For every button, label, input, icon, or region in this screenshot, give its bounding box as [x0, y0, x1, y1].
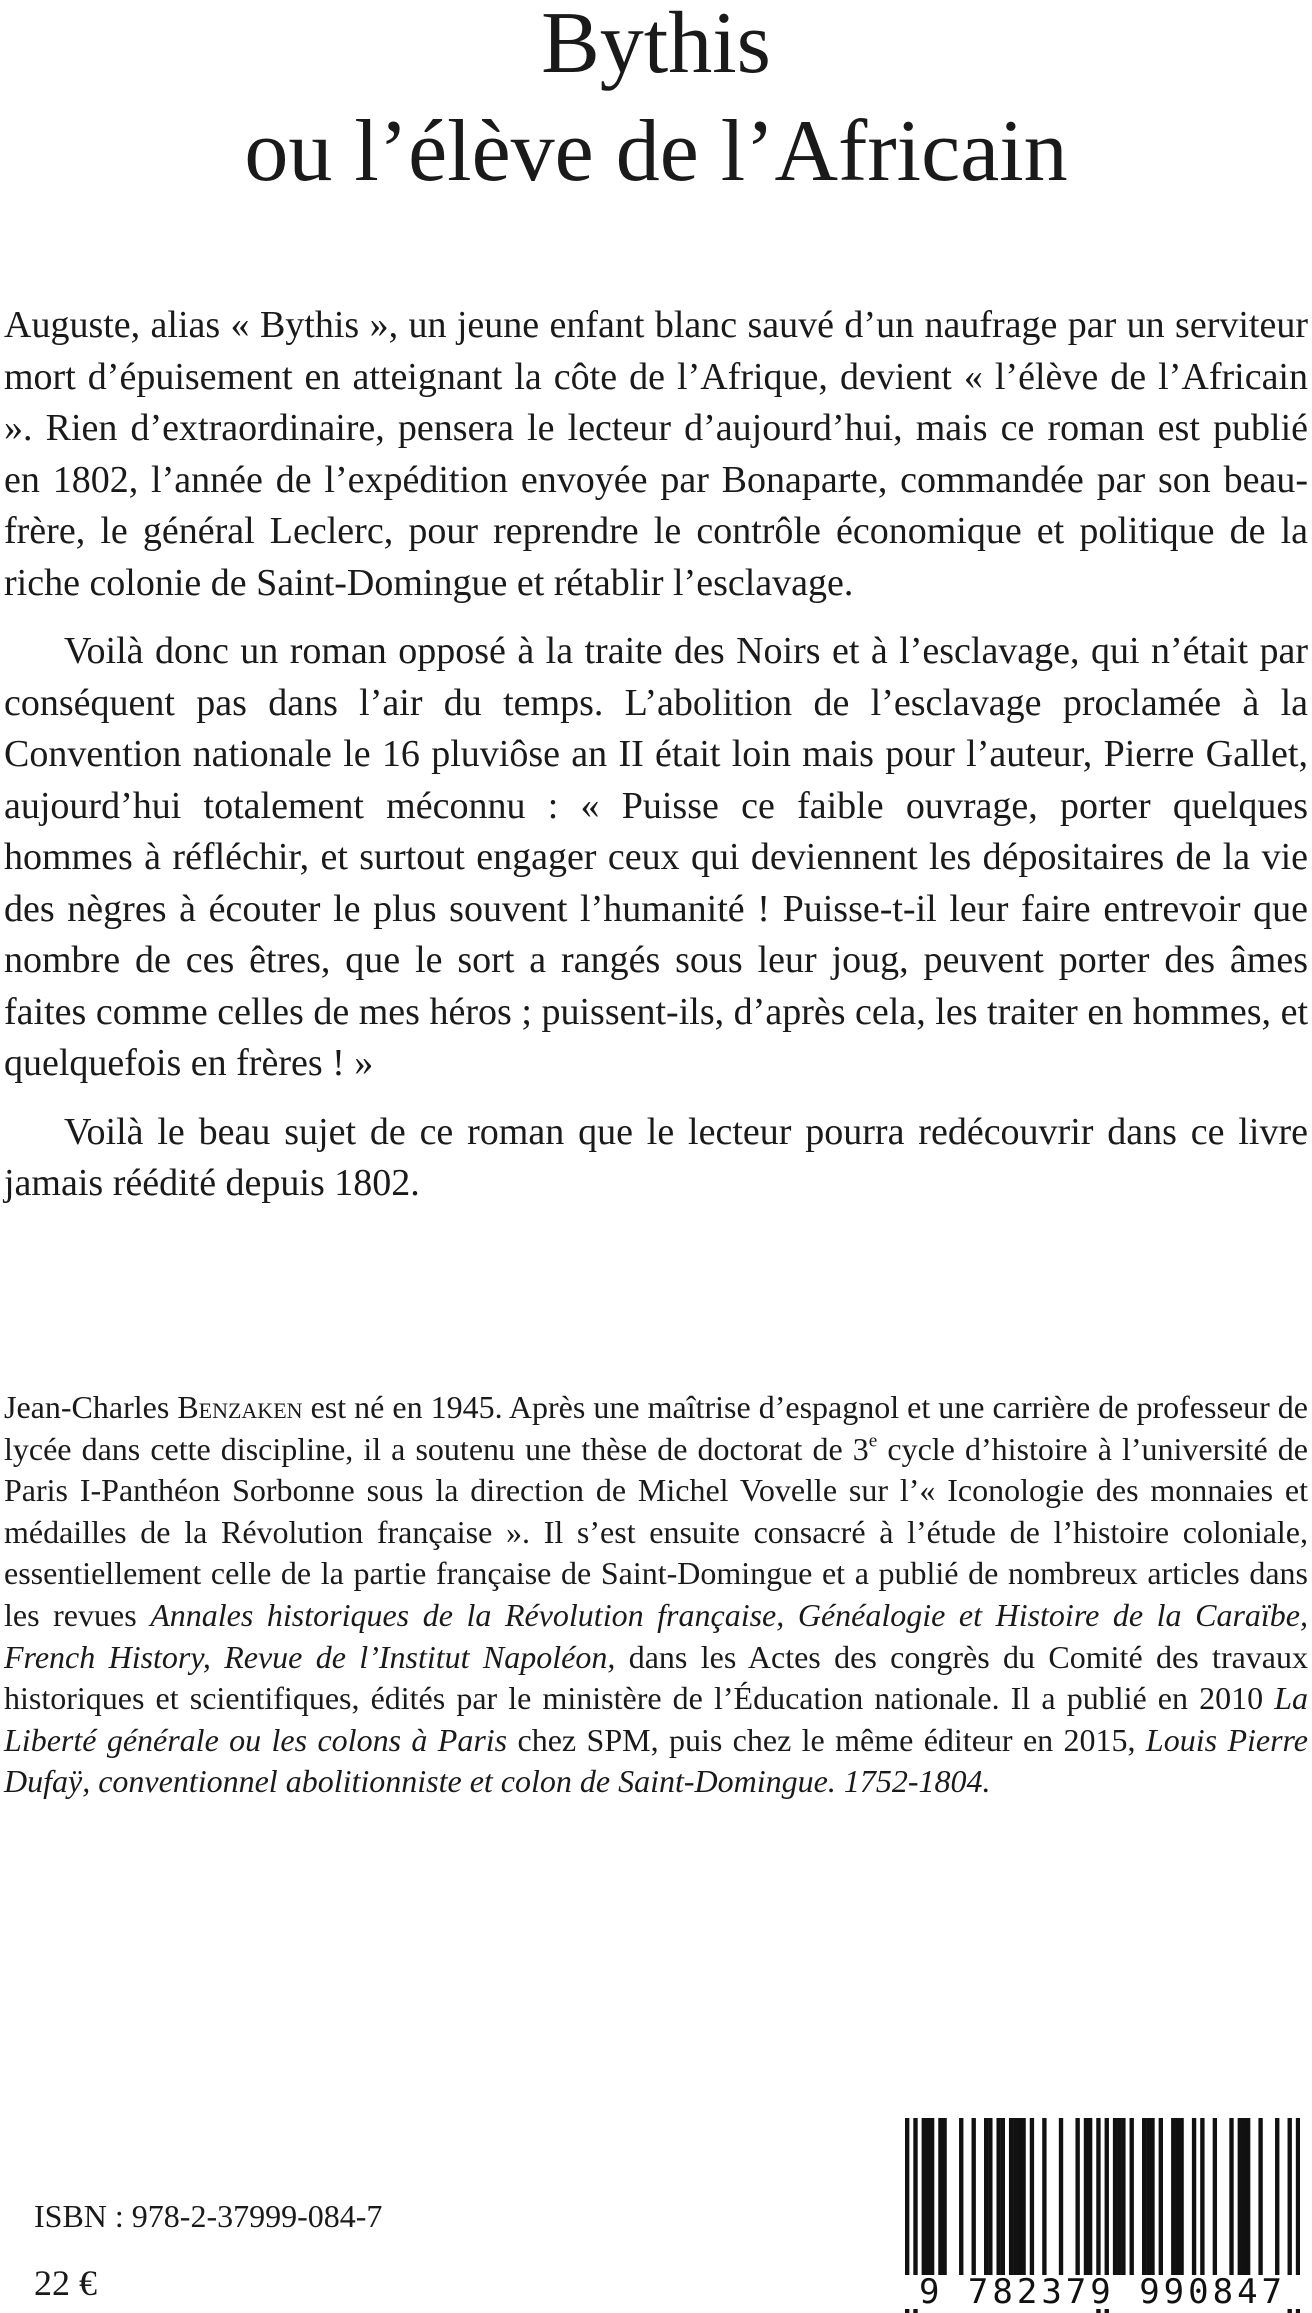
barcode-bar	[1121, 2118, 1125, 2278]
barcode-bar	[930, 2118, 934, 2278]
barcode-bar	[984, 2118, 988, 2278]
book-title-1: La Liberté générale ou les colons à Paris	[4, 1680, 1308, 1758]
barcode-bar	[1059, 2118, 1063, 2278]
barcode-bar	[959, 2118, 963, 2278]
author-bio	[4, 1387, 1308, 1803]
barcode-digits: 9 782379 990847	[905, 2275, 1300, 2309]
barcode-bar	[1030, 2118, 1034, 2278]
superscript-e: e	[868, 1430, 878, 1452]
barcode-bar	[1130, 2118, 1134, 2278]
barcode-bar	[1242, 2118, 1246, 2278]
title-line-2: ou l’élève de l’Africain	[244, 103, 1068, 200]
price: 22 €	[34, 2263, 97, 2303]
barcode-bar	[1117, 2118, 1121, 2278]
barcode-bar	[1009, 2118, 1013, 2278]
barcode-bar	[1017, 2118, 1021, 2278]
barcode-bar	[1042, 2118, 1046, 2278]
barcode-bar	[1179, 2118, 1183, 2278]
barcode-bar	[1200, 2118, 1204, 2278]
author-surname: Benzaken	[177, 1389, 303, 1425]
barcode-bar	[1246, 2118, 1250, 2278]
barcode-bar	[1021, 2118, 1025, 2278]
barcode-bar	[926, 2118, 930, 2278]
barcode-bar	[1001, 2118, 1005, 2278]
journal-titles: Annales historiques de la Révolution française, Généalogie et Histoire de la Caraïbe, French History, Revue de l’Institut Napoléon,	[4, 1596, 1308, 1675]
barcode-bar	[1159, 2118, 1163, 2278]
barcode-bar	[922, 2118, 926, 2278]
author-bio-paragraph	[4, 1387, 1308, 1803]
blurb	[4, 300, 1308, 1227]
isbn: ISBN : 978-2-37999-084-7	[34, 2198, 383, 2234]
barcode-bar	[1175, 2118, 1179, 2278]
barcode-bar	[938, 2118, 942, 2278]
bio-text: chez SPM, puis chez le même éditeur en 2015,	[507, 1721, 1146, 1758]
barcode-bar	[1150, 2118, 1154, 2278]
blurb-paragraph-3: Voilà le beau sujet de ce roman que le lecteur pourra redécouvrir dans ce livre jamais réédité depuis 1802.	[4, 1110, 1308, 1204]
barcode-bar	[1229, 2118, 1233, 2278]
barcode-bar	[1146, 2118, 1150, 2278]
blurb-paragraph-2: Voilà donc un roman opposé à la traite des Noirs et à l’esclavage, qui n’était par conséquent pas dans l’air du temps. L’abolition de l’esclavage proclamée à la Convention nationale le 16 pluviôse an II était loin mais pour l’auteur, Pierre Gallet, aujourd’hui totalement méconnu : « Puisse ce faible ouvrage, porter quelques hommes à réfléchir, et surtout engager ceux qui deviennent les dépositaires de la vie des nègres à écouter le plus souvent l’humanité ! Puisse-t-il leur faire entrevoir que nombre de ces êtres, que le sort a rangés sous leur joug, peuvent porter des âmes faites comme celles de mes héros ; puissent-ils, d’après cela, les traiter en hommes, et quelquefois en frères ! »	[4, 630, 1308, 1084]
bio-text: Jean-Charles	[4, 1389, 178, 1425]
barcode-bar	[988, 2118, 992, 2278]
title-line-1: Bythis	[541, 0, 771, 92]
barcode-bar	[972, 2118, 976, 2278]
barcode-bar	[1142, 2118, 1146, 2278]
barcode-bar	[1084, 2118, 1088, 2278]
barcode-bar	[1088, 2118, 1092, 2278]
barcode-bar	[1238, 2118, 1242, 2278]
barcode-bar	[996, 2118, 1000, 2278]
barcode-bar	[1192, 2118, 1196, 2278]
blurb-paragraph-1: Auguste, alias « Bythis », un jeune enfant blanc sauvé d’un naufrage par un serviteur mort d’épuisement en atteignant la côte de l’Afrique, devient « l’élève de l’Africain ». Rien d’extraordinaire, pensera le lecteur d’aujourd’hui, mais ce roman est publié en 1802, l’année de l’expédition envoyée par Bonaparte, commandée par son beau-frère, le général Leclerc, pour reprendre le contrôle économique et politique de la riche colonie de Saint-Domingue et rétablir l’esclavage.	[4, 304, 1308, 604]
barcode-bar	[1213, 2118, 1217, 2278]
barcode-bar	[1113, 2118, 1117, 2278]
bio-text: dans les Actes des congrès du Comité des travaux historiques et scientifiques, édités par le ministère de l’Éducation nationale. Il a publié en 2010	[4, 1638, 1309, 1717]
barcode-bar	[1258, 2118, 1262, 2278]
book-title-2: Louis Pierre Dufaÿ, conventionnel abolitionniste et colon de Saint-Domingue. 1752-1804.	[4, 1721, 1309, 1800]
bio-text: est né en 1945. Après une maîtrise d’espagnol et une carrière de professeur de lycée dans cette discipline, il a soutenu une thèse de doctorat de 3	[4, 1389, 1309, 1467]
barcode-bar	[942, 2118, 946, 2278]
barcode-bar	[1171, 2118, 1175, 2278]
barcode-bar	[1075, 2118, 1079, 2278]
barcode-bar	[1013, 2118, 1017, 2278]
bio-text: cycle d’histoire à l’université de Paris I-Panthéon Sorbonne sous la direction de Michel Vovelle sur l’« Iconologie des monnaies et médailles de la Révolution française ». Il s’est ensuite consacré à l’étude de l’histoire coloniale, essentiellement celle de la partie française de Saint-Domingue et a publié de nombreux articles dans les revues	[4, 1430, 1309, 1633]
barcode-bar	[1275, 2118, 1279, 2278]
